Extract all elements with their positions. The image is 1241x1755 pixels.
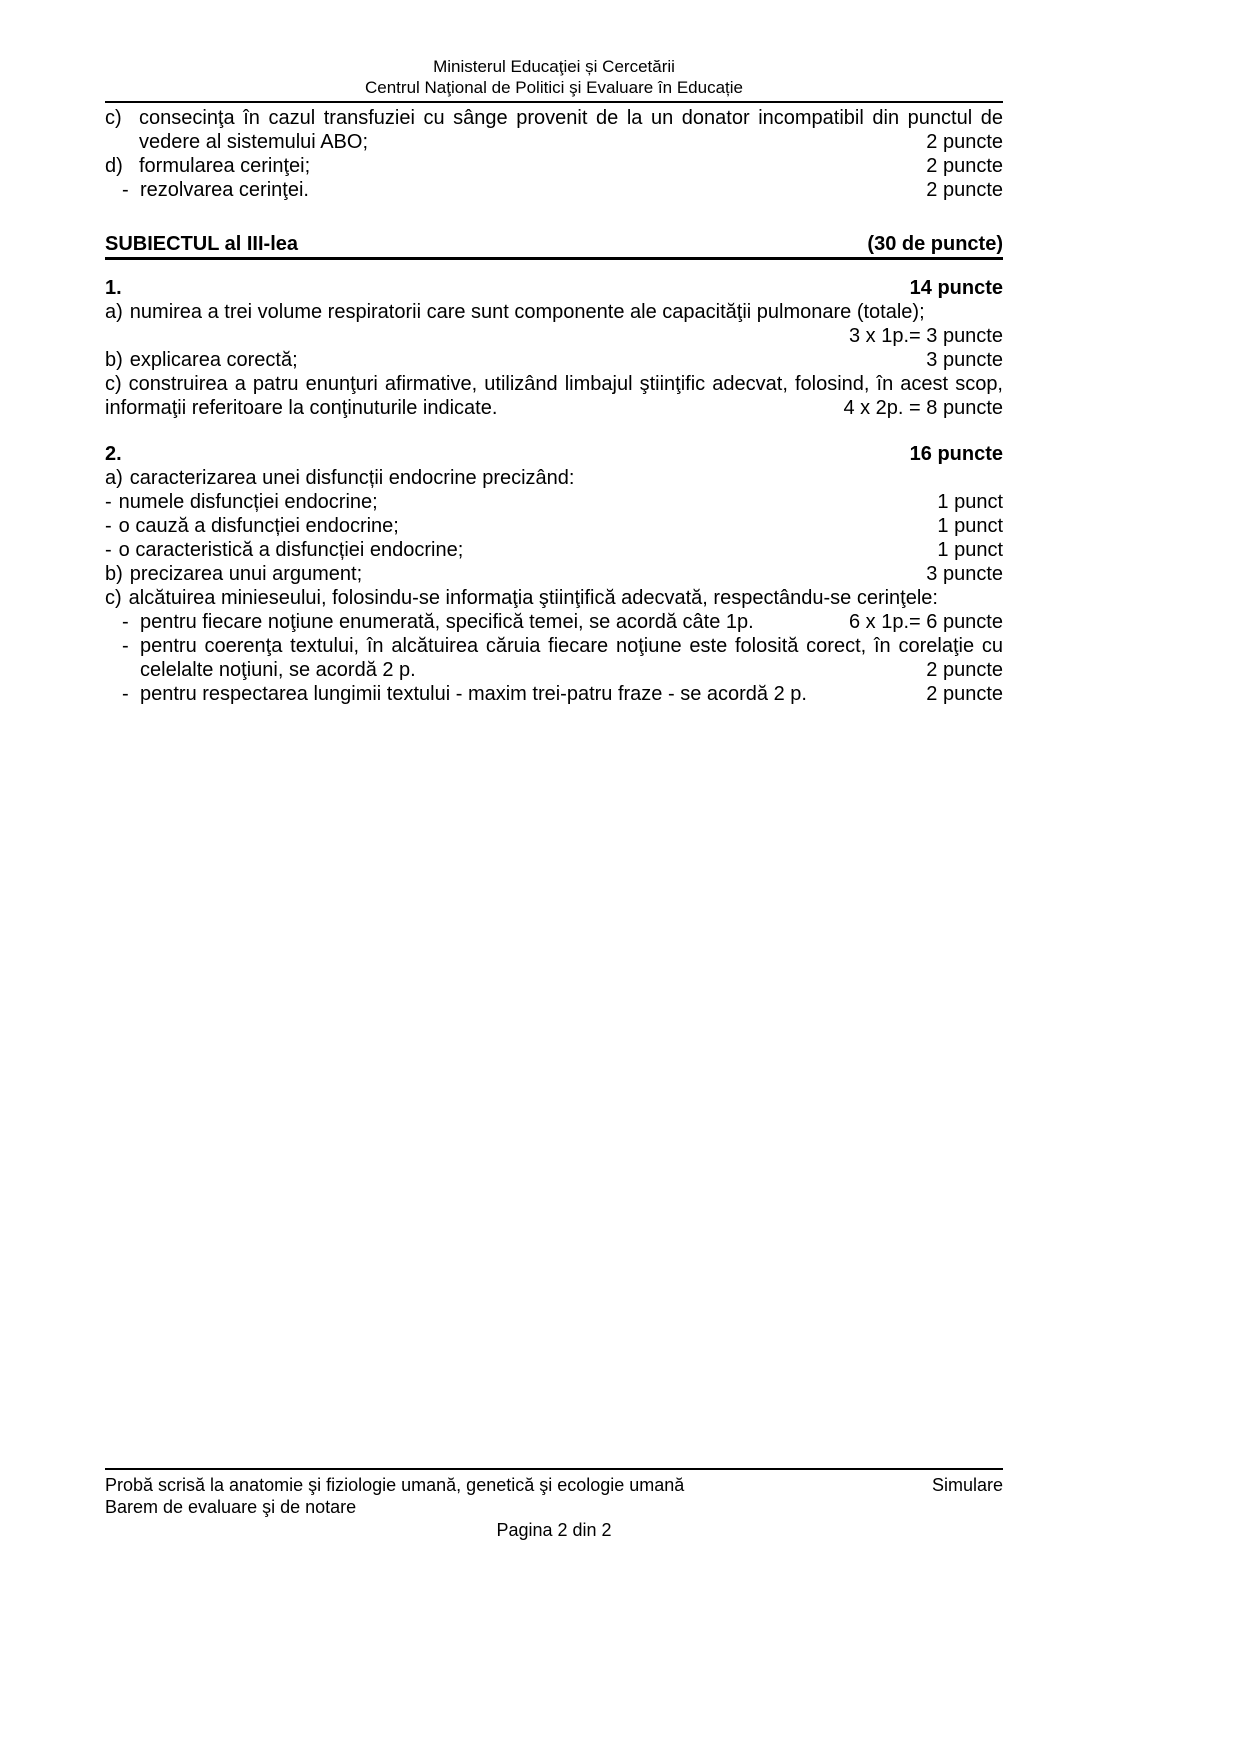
item-points: 3 puncte (926, 563, 1003, 585)
item-text: pentru fiecare noţiune enumerată, specifică temei, se acordă câte 1p. (140, 611, 754, 633)
item-text: caracterizarea unei disfuncții endocrine precizând: (129, 467, 575, 489)
subject-heading (105, 232, 1003, 260)
item-text: pentru coerenţa textului, în alcătuirea căruia fiecare noţiune este folosită corect, în corelaţie cu celelalte noţiuni, se acordă 2 p. (140, 635, 1003, 681)
item-text: explicarea corectă; (129, 349, 298, 371)
item-points: 2 puncte (926, 155, 1003, 177)
part2-sub-c-3 (105, 682, 1003, 706)
header-institution-line: Centrul Naţional de Politici şi Evaluare în Educație (365, 78, 743, 97)
item-body (105, 154, 1003, 178)
item-label: c) (105, 373, 122, 395)
item-text: pentru respectarea lungimii textului - maxim trei-patru fraze - se acordă 2 p. (140, 683, 807, 705)
item-points: 1 punct (937, 491, 1003, 513)
part1-item-c (105, 372, 1003, 420)
item-text: alcătuirea minieseului, folosindu-se informaţia ştiinţifică adecvată, respectându-se cerinţele: (128, 587, 938, 609)
footer-session: Simulare (931, 1475, 1003, 1495)
item-text: o cauză a disfuncției endocrine; (118, 515, 399, 537)
item-label: - (122, 635, 129, 657)
part2-sub-a-3 (105, 538, 1003, 562)
item-label: - (122, 611, 129, 633)
part1-item-a (105, 300, 1003, 324)
item-points: 4 x 2p. = 8 puncte (843, 397, 1003, 419)
item-label: c) (105, 107, 122, 129)
item-text: numirea a trei volume respiratorii care sunt componente ale capacităţii pulmonare (totale); (129, 301, 925, 323)
part1-item-b (105, 348, 1003, 372)
item-body (105, 538, 1003, 562)
page-footer (105, 1468, 1003, 1541)
part2-sub-c-1 (105, 610, 1003, 634)
item-body (105, 490, 1003, 514)
item-points: 2 puncte (926, 131, 1003, 153)
subject3-part1 (105, 276, 1003, 420)
item-points: 3 puncte (926, 349, 1003, 371)
item-label: b) (105, 563, 123, 585)
part-number: 2. (105, 443, 122, 465)
part2-sub-a-1 (105, 490, 1003, 514)
footer-row (105, 1474, 1003, 1496)
item-body (105, 562, 1003, 586)
page-content (105, 56, 1003, 706)
item-label: - (105, 515, 112, 537)
part2-item-c (105, 586, 1003, 610)
item-text: numele disfuncției endocrine; (118, 491, 378, 513)
part2-item-b (105, 562, 1003, 586)
part2-sub-a-2 (105, 514, 1003, 538)
item-body (105, 348, 1003, 372)
footer-exam-title: Probă scrisă la anatomie şi fiziologie umană, genetică şi ecologie umană (105, 1475, 685, 1495)
intro-scoring-items (105, 106, 1003, 202)
subject3-part2 (105, 442, 1003, 706)
item-text: rezolvarea cerinţei. (140, 179, 309, 201)
item-label: c) (105, 587, 122, 609)
part2-sub-c-2 (105, 634, 1003, 682)
subject-title: SUBIECTUL al III-lea (105, 233, 299, 255)
item-text: formularea cerinţei; (139, 155, 311, 177)
item-body (105, 106, 1003, 154)
scoring-item-dash (105, 178, 1003, 202)
item-label: d) (105, 155, 123, 177)
item-text: consecinţa în cazul transfuziei cu sânge provenit de la un donator incompatibil din punctul de vedere al sistemului ABO; (139, 107, 1003, 153)
footer-page-number: Pagina 2 din 2 (496, 1520, 612, 1540)
item-text: precizarea unui argument; (129, 563, 363, 585)
item-body (105, 586, 1003, 610)
scoring-item-d (105, 154, 1003, 178)
item-points: 2 puncte (926, 659, 1003, 681)
item-body (122, 178, 1003, 202)
item-body (105, 466, 1003, 490)
item-label: b) (105, 349, 123, 371)
item-body (105, 514, 1003, 538)
item-body (105, 300, 1003, 324)
item-label: - (105, 491, 112, 513)
item-points: 1 punct (937, 539, 1003, 561)
item-points: 2 puncte (926, 179, 1003, 201)
item-text: o caracteristică a disfuncției endocrine; (118, 539, 464, 561)
item-text: construirea a patru enunţuri afirmative, utilizând limbajul ştiinţific adecvat, folosind, în acest scop, informaţii referitoare la conţinuturile indicate. (105, 373, 1003, 419)
item-label: a) (105, 301, 123, 323)
part2-item-a (105, 466, 1003, 490)
footer-doc-type: Barem de evaluare şi de notare (105, 1497, 357, 1517)
item-points: 2 puncte (926, 683, 1003, 705)
item-label: a) (105, 467, 123, 489)
part-points: 16 puncte (909, 443, 1003, 465)
scoring-item-c (105, 106, 1003, 154)
header-ministry-line: Ministerul Educaţiei și Cercetării (433, 57, 675, 76)
item-label: - (105, 539, 112, 561)
item-body (122, 682, 1003, 706)
part1-item-a-points: 3 x 1p.= 3 puncte (848, 325, 1003, 347)
page-header (105, 56, 1003, 103)
part1-heading (105, 276, 1003, 300)
item-body (122, 634, 1003, 682)
part2-heading (105, 442, 1003, 466)
item-label: - (122, 179, 129, 201)
part-number: 1. (105, 277, 122, 299)
item-label: - (122, 683, 129, 705)
subject-total-points: (30 de puncte) (867, 233, 1003, 255)
item-points: 6 x 1p.= 6 puncte (848, 611, 1003, 633)
item-points: 1 punct (937, 515, 1003, 537)
part-points: 14 puncte (909, 277, 1003, 299)
